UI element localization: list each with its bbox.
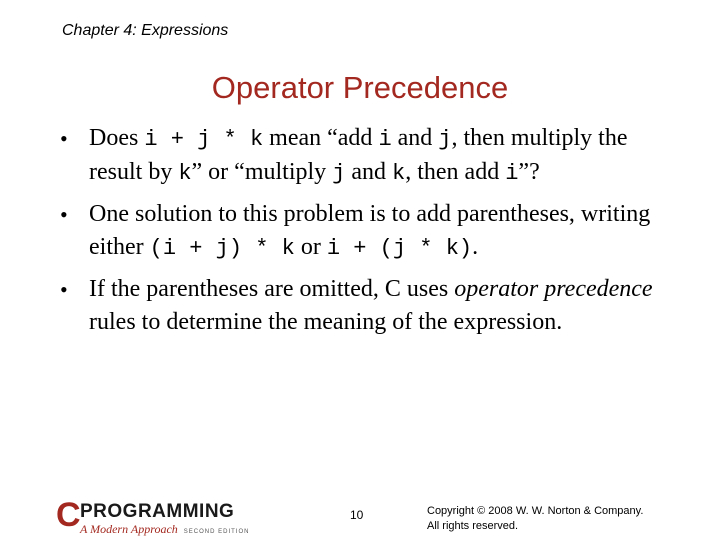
- logo-subtitle: [80, 522, 249, 537]
- code: j: [438, 127, 452, 152]
- bullet-item-1: [60, 122, 670, 190]
- code: i: [505, 161, 519, 186]
- logo-subtitle-text: A Modern Approach: [80, 522, 178, 536]
- text: .: [472, 234, 479, 260]
- text: mean “add: [263, 125, 379, 151]
- text: , then multiply the result by: [89, 125, 628, 185]
- code: i: [378, 127, 392, 152]
- slide-title: [0, 70, 720, 106]
- bullet-item-2: [60, 198, 670, 265]
- copyright-line-2: All rights reserved.: [427, 520, 519, 532]
- logo-c-mark: C: [56, 496, 81, 534]
- text: rules to determine the meaning of the expression.: [89, 309, 563, 335]
- code: i + j * k: [144, 127, 264, 152]
- book-logo: [56, 496, 266, 538]
- copyright-line-1: Copyright © 2008 W. W. Norton & Company.: [427, 505, 644, 517]
- text: ”?: [518, 159, 540, 185]
- code: (i + j) * k: [149, 236, 295, 261]
- code: i + (j * k): [326, 236, 473, 261]
- text: ” or “multiply: [191, 159, 333, 185]
- text: One solution to this problem is to add parentheses, writing either: [89, 201, 651, 260]
- logo-edition: SECOND EDITION: [183, 529, 250, 535]
- text: If the parentheses are omitted, C uses: [89, 276, 455, 302]
- code: k: [178, 161, 192, 186]
- text: , then add: [405, 159, 506, 185]
- code: j: [332, 161, 346, 186]
- copyright-notice: [427, 504, 643, 534]
- text: and: [345, 159, 393, 185]
- bullet-item-3: [60, 273, 670, 339]
- bullet-list: [60, 122, 670, 347]
- logo-wordmark: PROGRAMMING: [80, 501, 235, 522]
- page-number: 10: [350, 508, 364, 522]
- code: k: [392, 161, 406, 186]
- bullet-icon: •: [60, 202, 68, 227]
- bullet-icon: •: [60, 126, 68, 151]
- text: and: [391, 125, 439, 151]
- emphasis: operator precedence: [454, 276, 653, 302]
- chapter-header: Chapter 4: Expressions: [62, 22, 229, 39]
- bullet-icon: •: [60, 277, 68, 302]
- text: or: [294, 234, 327, 260]
- slide-title-text: Operator Precedence: [211, 70, 509, 105]
- text: Does: [89, 125, 145, 151]
